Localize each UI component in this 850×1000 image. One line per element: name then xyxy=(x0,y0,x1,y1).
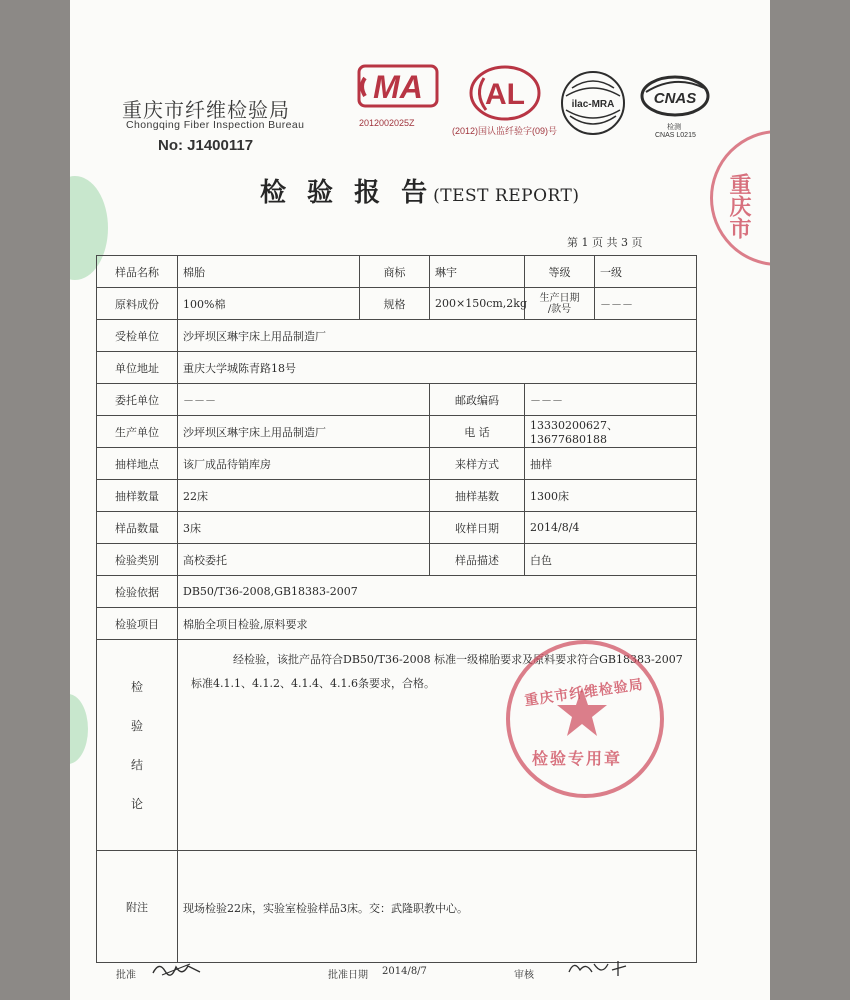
table-row xyxy=(97,851,697,963)
conclusion-label-char: 论 xyxy=(130,797,143,811)
table-row xyxy=(97,416,697,448)
sampling-qty-value: 22床 xyxy=(178,480,430,512)
cma-code: 2012002025Z xyxy=(359,118,415,128)
material-value: 100%棉 xyxy=(178,288,360,320)
table-row xyxy=(97,256,697,288)
page-counter: 第 1 页 共 3 页 xyxy=(567,236,643,249)
ilac-mra-logo xyxy=(560,70,626,140)
sampling-base-value: 1300床 xyxy=(525,480,697,512)
material-label: 原料成份 xyxy=(97,288,178,320)
bureau-name-en: Chongqing Fiber Inspection Bureau xyxy=(126,119,305,131)
sampling-place-label: 抽样地点 xyxy=(97,448,178,480)
sampling-qty-label: 抽样数量 xyxy=(97,480,178,512)
postcode-label: 邮政编码 xyxy=(430,384,525,416)
inspected-unit-value: 沙坪坝区琳宇床上用品制造厂 xyxy=(178,320,697,352)
table-row xyxy=(97,512,697,544)
address-value: 重庆大学城陈青路18号 xyxy=(178,352,697,384)
table-row xyxy=(97,384,697,416)
table-row xyxy=(97,320,697,352)
svg-text:CNAS: CNAS xyxy=(653,90,697,107)
phone-value: 13330200627、13677680188 xyxy=(525,416,697,448)
production-date-label-line1: 生产日期 xyxy=(539,292,580,304)
production-date-label-line2: /款号 xyxy=(547,303,572,315)
cnas-sub: 检测 xyxy=(667,124,681,131)
production-date-label xyxy=(525,288,595,320)
cal-logo xyxy=(452,64,558,136)
sampling-place-value: 该厂成品待销库房 xyxy=(178,448,430,480)
phone-label: 电 话 xyxy=(430,416,525,448)
sample-name-label: 样品名称 xyxy=(97,256,178,288)
postcode-value: －－－ xyxy=(525,384,697,416)
address-label: 单位地址 xyxy=(97,352,178,384)
grade-value: 一级 xyxy=(595,256,697,288)
approve-date-value: 2014/8/7 xyxy=(382,966,427,977)
client-value: －－－ xyxy=(178,384,430,416)
seal-text-bottom: 检验专用章 xyxy=(532,749,623,768)
table-row xyxy=(97,480,697,512)
table-row xyxy=(97,448,697,480)
receive-date-value: 2014/8/4 xyxy=(525,512,697,544)
sampling-method-value: 抽样 xyxy=(525,448,697,480)
conclusion-text: 经检验，该批产品符合DB50/T36-2008 标准一级棉胎要求及原料要求符合GB18383-2007标准4.1.1、4.1.2、4.1.4、4.1.6条要求，合格。 xyxy=(191,653,683,690)
basis-value: DB50/T36-2008,GB18383-2007 xyxy=(178,576,697,608)
description-label: 样品描述 xyxy=(430,544,525,576)
spec-label: 规格 xyxy=(360,288,430,320)
brand-value: 琳宇 xyxy=(430,256,525,288)
seal-text-top: 重庆市纤维检验局 xyxy=(523,676,645,710)
receive-date-label: 收样日期 xyxy=(430,512,525,544)
approve-date-label: 批准日期 xyxy=(328,970,368,981)
svg-text:AL: AL xyxy=(485,78,525,111)
cnas-logo xyxy=(638,74,712,139)
sampling-method-label: 来样方式 xyxy=(430,448,525,480)
inspection-seal xyxy=(506,640,664,798)
svg-text:MA: MA xyxy=(373,69,423,105)
producer-value: 沙坪坝区琳宇床上用品制造厂 xyxy=(178,416,430,448)
approver-signature xyxy=(150,958,206,980)
grade-label: 等级 xyxy=(525,256,595,288)
conclusion-label-char: 检 xyxy=(130,680,143,694)
conclusion-label xyxy=(97,640,178,851)
edge-seal-text: 重庆市 xyxy=(726,173,751,239)
sample-qty-label: 样品数量 xyxy=(97,512,178,544)
bureau-name-cn: 重庆市纤维检验局 xyxy=(122,98,290,122)
cma-logo xyxy=(355,60,441,128)
table-row xyxy=(97,288,697,320)
report-number: No: J1400117 xyxy=(158,137,254,154)
report-title-cn: 检 验 报 告 xyxy=(260,178,434,208)
sample-qty-value: 3床 xyxy=(178,512,430,544)
producer-label: 生产单位 xyxy=(97,416,178,448)
svg-text:ilac-MRA: ilac-MRA xyxy=(571,99,615,110)
sample-name-value: 棉胎 xyxy=(178,256,360,288)
table-row xyxy=(97,544,697,576)
conclusion-label-char: 验 xyxy=(130,719,143,733)
report-table xyxy=(96,255,697,963)
remarks-label: 附注 xyxy=(97,851,178,963)
brand-label: 商标 xyxy=(360,256,430,288)
table-row xyxy=(97,576,697,608)
spec-value: 200×150cm,2kg xyxy=(430,288,525,320)
basis-label: 检验依据 xyxy=(97,576,178,608)
review-label: 审核 xyxy=(514,970,534,981)
description-value: 白色 xyxy=(525,544,697,576)
report-title-en: (TEST REPORT) xyxy=(433,186,580,206)
items-value: 棉胎全项目检验,原料要求 xyxy=(178,608,697,640)
table-row xyxy=(97,352,697,384)
remarks-value: 现场检验22床，实验室检验样品3床。交：武隆职教中心。 xyxy=(178,851,697,963)
cnas-code: CNAS L0215 xyxy=(655,132,696,139)
items-label: 检验项目 xyxy=(97,608,178,640)
conclusion-label-char: 结 xyxy=(130,758,143,772)
sampling-base-label: 抽样基数 xyxy=(430,480,525,512)
production-date-value: －－－ xyxy=(595,288,697,320)
cal-code: (2012)国认监纤验字(09)号 xyxy=(452,126,558,136)
category-label: 检验类别 xyxy=(97,544,178,576)
report-title xyxy=(260,172,579,209)
approve-label: 批准 xyxy=(116,970,136,981)
report-page xyxy=(70,0,770,1000)
table-row xyxy=(97,608,697,640)
green-edge-mark-bottom xyxy=(70,694,88,764)
category-value: 高校委托 xyxy=(178,544,430,576)
client-label: 委托单位 xyxy=(97,384,178,416)
reviewer-signature xyxy=(566,958,630,980)
inspected-unit-label: 受检单位 xyxy=(97,320,178,352)
edge-seal xyxy=(710,130,770,266)
